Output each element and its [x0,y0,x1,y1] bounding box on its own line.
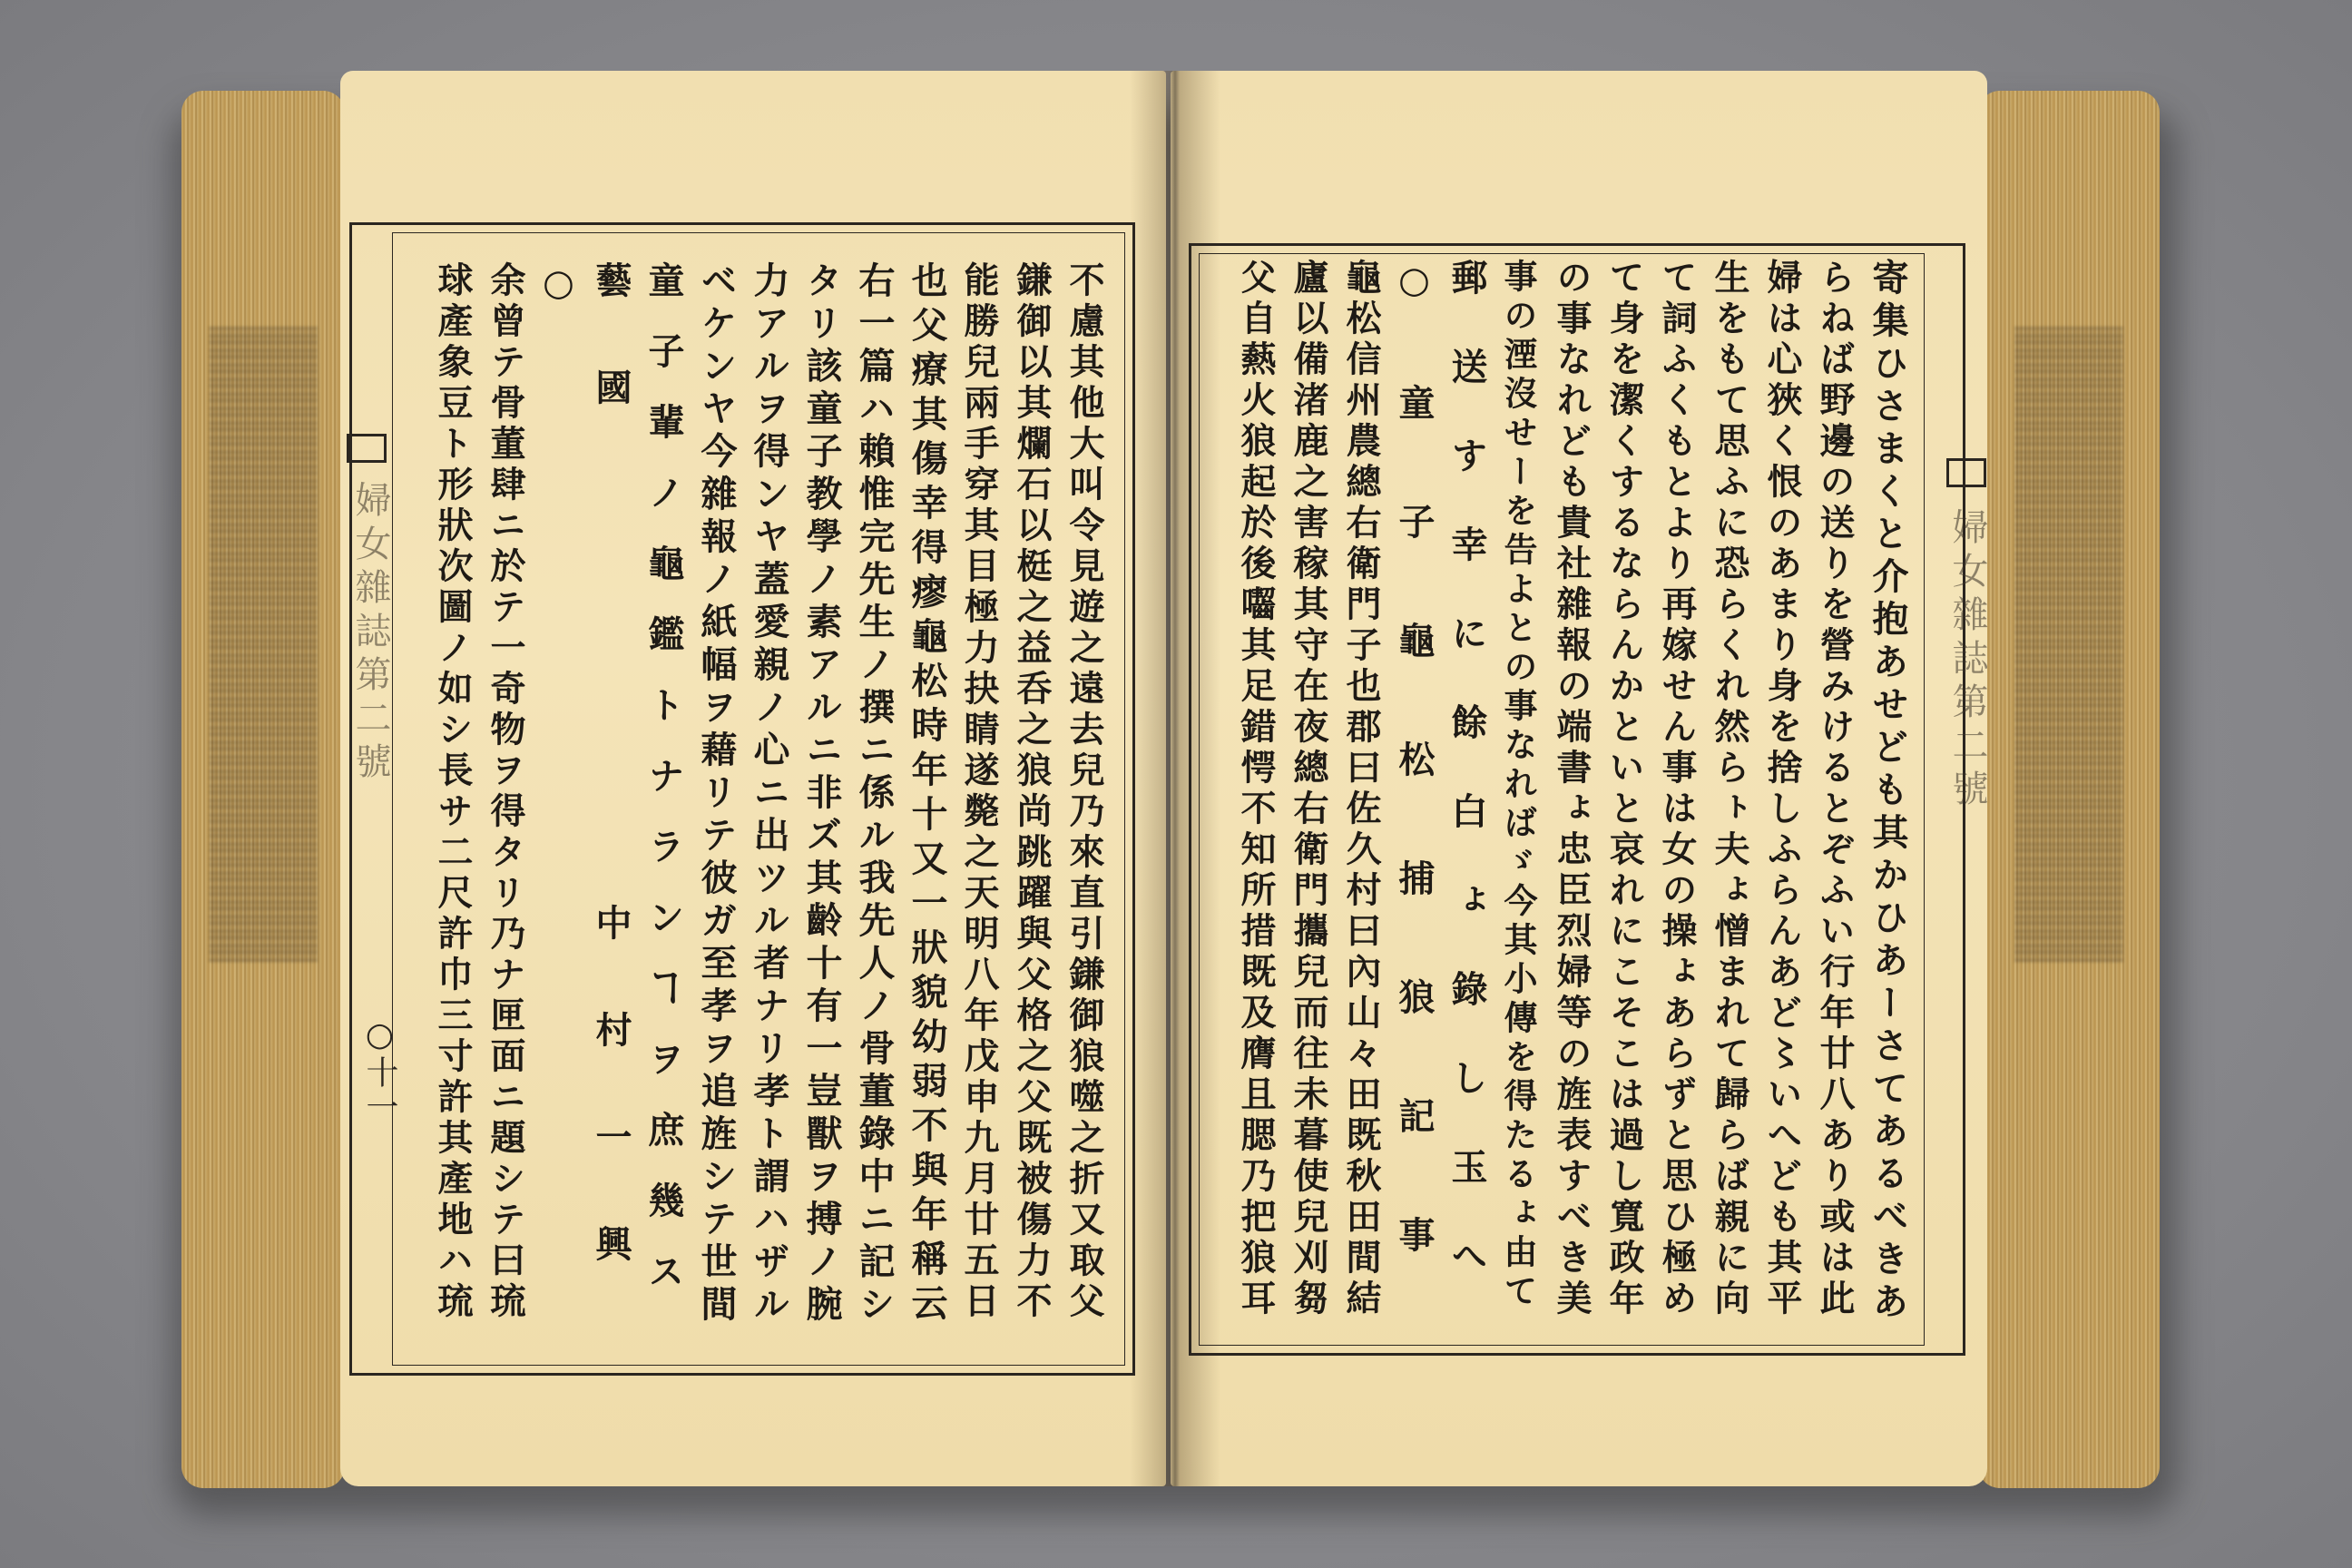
right-page-column: 郵送す幸に餘白ょ錄し玉へ [1446,259,1488,1326]
left-page-column: 球產象豆ト形狀次圖ノ如シ長サ二尺許巾三寸許其產地ハ琉 [432,261,474,1323]
right-page-column: 事の湮沒せーを告よとの事なればゞ今其小傳を得たるょ由て [1498,259,1538,1312]
right-page-edge-stack [1978,91,2160,1488]
left-page-column: ○ [537,261,580,1338]
left-running-head: 婦女雜誌第二號 [349,481,391,786]
left-page-column: 藝國 中村一興 [590,261,632,1332]
right-page-column: 父自爇火狼起於後囓其足錯愕不知所措既及膺且腮乃把狼耳 [1235,259,1277,1320]
left-page-column: 力アルヲ得ンヤ蓋愛親ノ心ニ出ツル者ナリ孝ト謂ハザル [748,261,790,1328]
left-page-column: 不慮其他大叫令見遊之遠去兒乃來直引鎌御狼噬之折又取父 [1063,261,1105,1323]
left-page-column: タリ該童子教學ノ素アルニ非ズ其齡十有一豈獸ヲ搏ノ腕 [800,261,843,1328]
left-page-column: 右一篇ハ賴惟完先生ノ撰ニ係ル我先人ノ骨董錄中ニ記シ [853,261,896,1328]
right-page-column: 婦は心狹く恨のあまり身を捨しふらんあど〻いへども其平 [1761,259,1803,1320]
right-running-head: 婦女雜誌第二號 [1946,508,1988,813]
right-head-mark [1946,458,1986,487]
left-page-column: 鎌御以其爛石以梃之益呑之狼尚跳躍與父格之父既被傷力不 [1011,261,1053,1323]
left-page-column: 童子輩ノ龜鑑トナランヿヲ庶幾ス [642,261,685,1323]
left-page-edge-stack [181,91,345,1488]
right-page-column: て詞ふくもとより再嫁せん事は女の操ょあらずと思ひ極め [1656,259,1698,1320]
left-page-number: ○十一 [361,1016,398,1124]
left-page-column: 也父療其傷幸得瘳龜松時年十又一狀貌幼弱不與年稱云 [906,261,948,1328]
right-page-column: ○童子龜松捕狼記事 [1393,259,1436,1335]
right-page-column: て身を潔くするならんかといと哀れにこそこは過し寬政年 [1603,259,1645,1320]
left-page-column: ベケンヤ今雜報ノ紙幅ヲ藉リテ彼ガ至孝ヲ追旌シテ世間 [695,261,738,1328]
right-page-column: の事なれども貴社雜報の端書ょ忠臣烈婦等の旌表すべき美 [1551,259,1592,1320]
right-page-column: 寄集ひさまくと介抱あせども其かひあーさてあるべきあ [1867,259,1909,1325]
left-head-mark [347,434,387,463]
right-page-column: 廬以備渚鹿之害稼其守在夜總右衛門攜兒而往未暮使兒刈芻 [1288,259,1329,1320]
left-page-column: 余曾テ骨董肆ニ於テ一奇物ヲ得タリ乃ナ匣面ニ題シテ曰琉 [485,261,526,1323]
left-page-column: 能勝兒兩手穿其目極力抉睛遂斃之天明八年戊申九月廿五日 [958,261,1000,1323]
right-page-column: 龜松信州農總右衛門子也郡曰佐久村曰內山々田既秋田間結 [1340,259,1382,1320]
right-page-column: 生をもて思ふに恐らくれ然らㇳ夫ょ憎まれて歸らば親に向 [1709,259,1750,1320]
right-page-column: らねば野邊の送りを營みけるとぞふい行年廿八あり或は此 [1814,259,1856,1320]
